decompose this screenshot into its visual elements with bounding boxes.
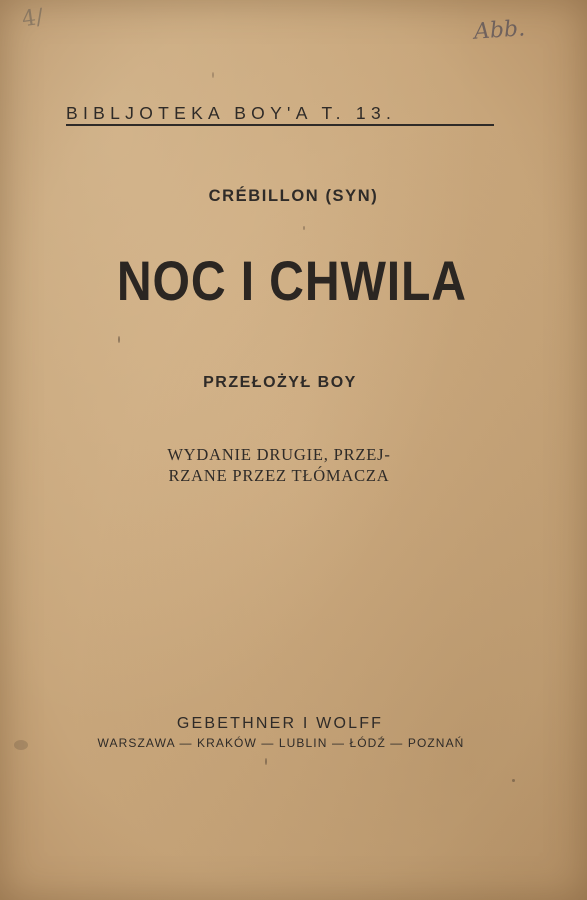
paper-speck [303,226,305,230]
paper-speck [212,72,214,78]
author-name: CRÉBILLON (SYN) [208,187,379,205]
edition-line-2: RZANE PRZEZ TŁÓMACZA [168,466,390,485]
paper-speck [265,758,267,765]
series-underline [66,124,494,126]
edition-line-1: WYDANIE DRUGIE, PRZEJ- [167,445,391,464]
publisher-cities: WARSZAWA — KRAKÓW — LUBLIN — ŁÓDŹ — POZNAŃ [97,736,465,750]
translator-credit: PRZEŁOŻYŁ BOY [203,374,357,391]
book-title: NOC I CHWILA [116,249,467,312]
paper-speck [512,779,515,782]
publisher-name: GEBETHNER I WOLFF [176,715,384,732]
edition-note [0,444,558,486]
series-title: BIBLJOTEKA BOY'A T. 13. [66,103,397,123]
handwritten-note: Abb. [473,16,526,45]
paper-speck [118,336,120,343]
pencil-mark-left: 4/ [20,4,46,33]
paper-speck [14,740,28,750]
